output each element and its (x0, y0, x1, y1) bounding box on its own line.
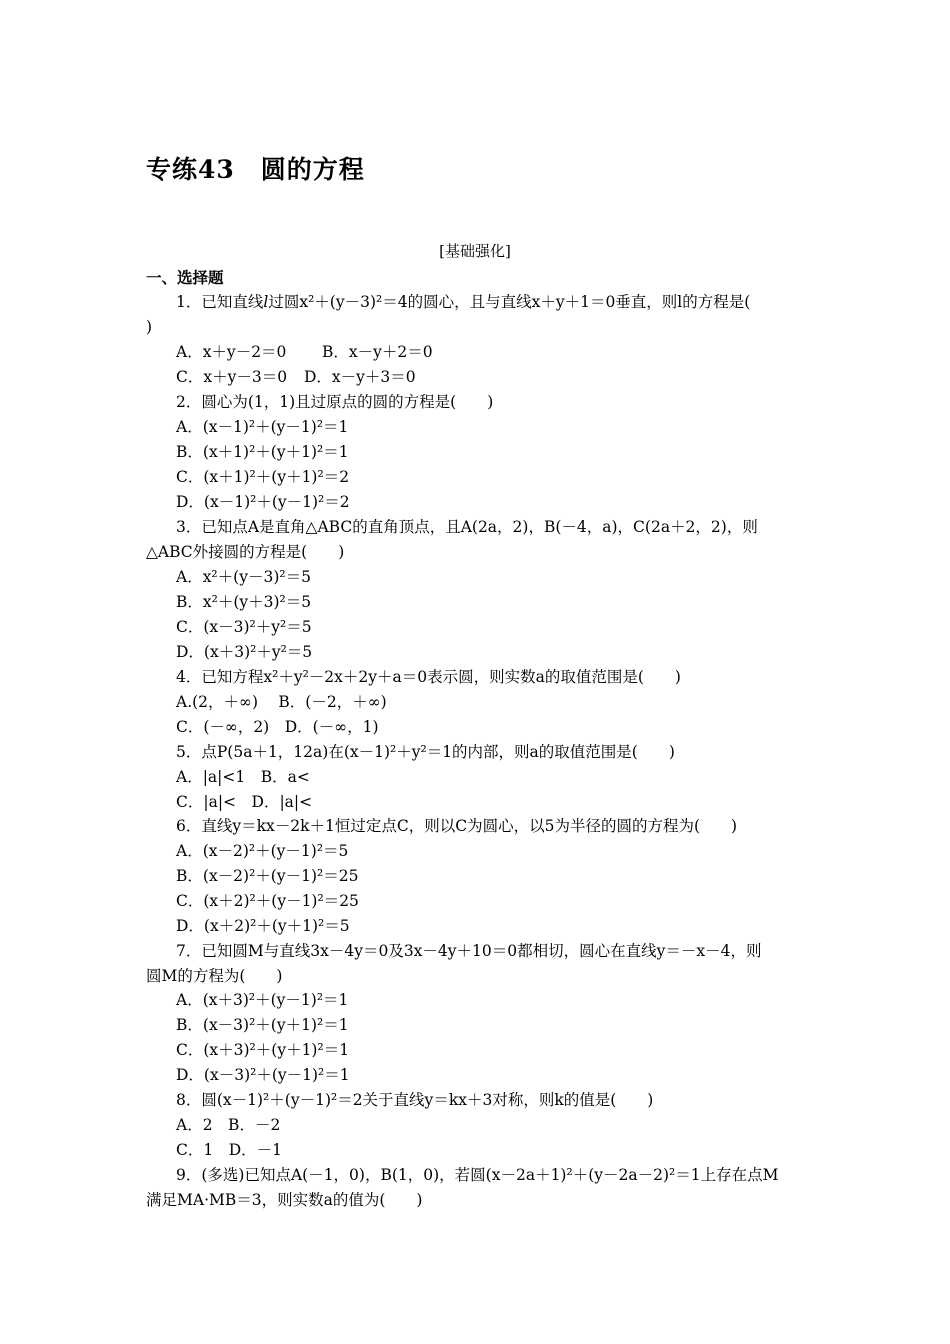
question-3-option-c: C．(x－3)²＋y²＝5 (176, 618, 312, 636)
question-7-option-a: A．(x＋3)²＋(y－1)²＝1 (176, 991, 349, 1009)
question-6-option-d: D．(x＋2)²＋(y＋1)²＝5 (176, 917, 350, 935)
question-7-stem: 7．已知圆M与直线3x－4y＝0及3x－4y＋10＝0都相切，圆心在直线y＝－x－4，则 (176, 942, 762, 960)
question-8-options-cd: C．1 D．－1 (176, 1141, 283, 1159)
question-3-option-a: A．x²＋(y－3)²＝5 (176, 568, 311, 586)
question-3-stem-cont: △ABC外接圆的方程是( ) (146, 543, 345, 561)
question-7-option-c: C．(x＋3)²＋(y＋1)²＝1 (176, 1041, 350, 1059)
question-8-options-ab: A．2 B．－2 (176, 1116, 281, 1134)
question-4-options-ab: A.(2，＋∞) B．(－2，＋∞) (176, 693, 387, 711)
section-label: [基础强化] (439, 242, 511, 260)
question-5-stem: 5．点P(5a＋1，12a)在(x－1)²＋y²＝1的内部，则a的取值范围是( ) (176, 743, 675, 761)
question-6-option-b: B．(x－2)²＋(y－1)²＝25 (176, 867, 359, 885)
question-4-stem: 4．已知方程x²＋y²－2x＋2y＋a＝0表示圆，则实数a的取值范围是( ) (176, 668, 681, 686)
question-1-stem: 1．已知直线l过圆x²＋(y－3)²＝4的圆心，且与直线x＋y＋1＝0垂直，则l的方程是( (176, 293, 751, 311)
question-1-option-a: A．x＋y－2＝0 (176, 343, 287, 361)
question-6-stem: 6．直线y＝kx－2k＋1恒过定点C，则以C为圆心，以5为半径的圆的方程为( ) (176, 817, 738, 835)
question-5-options-cd: C．|a|< D．|a|< (176, 793, 313, 811)
page-title: 专练43 圆的方程 (146, 155, 365, 184)
question-9-stem-cont: 满足MA·MB＝3，则实数a的值为( ) (146, 1191, 423, 1209)
question-7-option-b: B．(x－3)²＋(y＋1)²＝1 (176, 1016, 349, 1034)
question-1-option-b: B．x－y＋2＝0 (322, 343, 433, 361)
question-8-stem: 8．圆(x－1)²＋(y－1)²＝2关于直线y＝kx＋3对称，则k的值是( ) (176, 1091, 654, 1109)
question-1-option-c: C．x＋y－3＝0 (176, 368, 288, 386)
question-6-option-c: C．(x＋2)²＋(y－1)²＝25 (176, 892, 359, 910)
question-2-option-a: A．(x－1)²＋(y－1)²＝1 (176, 418, 349, 436)
question-3-option-d: D．(x＋3)²＋y²＝5 (176, 643, 313, 661)
part-heading: 一、选择题 (146, 268, 224, 287)
question-4-options-cd: C．(－∞，2) D．(－∞，1) (176, 718, 379, 736)
question-2-option-b: B．(x＋1)²＋(y＋1)²＝1 (176, 443, 349, 461)
question-7-option-d: D．(x－3)²＋(y－1)²＝1 (176, 1066, 350, 1084)
question-5-options-ab: A．|a|<1 B．a< (176, 768, 310, 786)
question-6-option-a: A．(x－2)²＋(y－1)²＝5 (176, 842, 349, 860)
question-2-option-d: D．(x－1)²＋(y－1)²＝2 (176, 493, 350, 511)
question-3-option-b: B．x²＋(y＋3)²＝5 (176, 593, 312, 611)
question-1-stem-end: ) (146, 318, 153, 336)
question-7-stem-cont: 圆M的方程为( ) (146, 967, 283, 985)
question-9-stem: 9．(多选)已知点A(－1，0)，B(1，0)，若圆(x－2a＋1)²＋(y－2a－2)²＝1上存在点M (176, 1166, 779, 1184)
question-1-option-d: D．x－y＋3＝0 (304, 368, 416, 386)
question-2-stem: 2．圆心为(1，1)且过原点的圆的方程是( ) (176, 393, 494, 411)
question-2-option-c: C．(x＋1)²＋(y＋1)²＝2 (176, 468, 350, 486)
question-3-stem: 3．已知点A是直角△ABC的直角顶点，且A(2a，2)，B(－4，a)，C(2a＋2，2)，则 (176, 518, 758, 536)
